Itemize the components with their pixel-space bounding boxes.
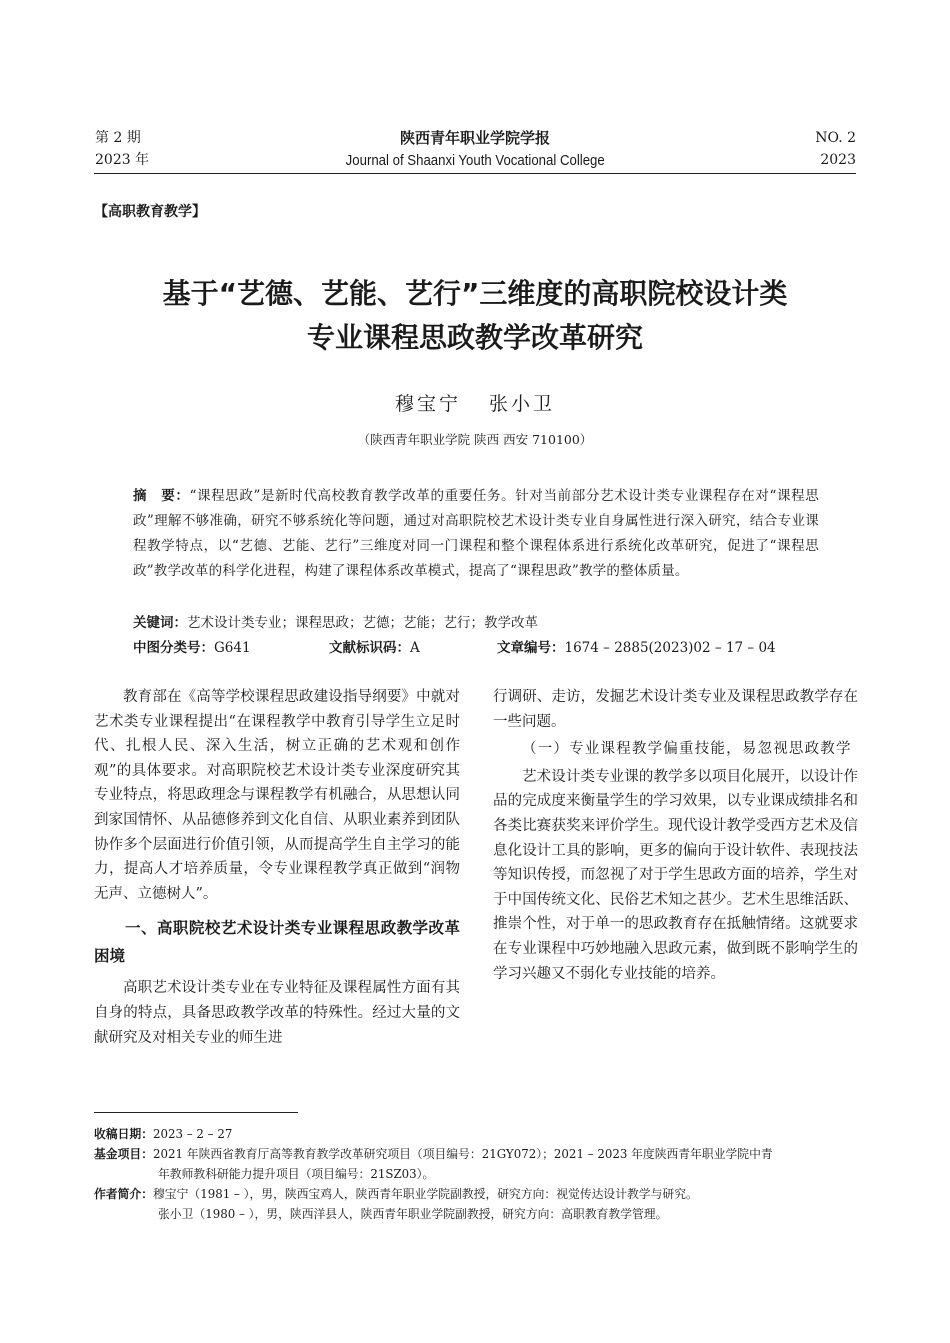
body-column-right — [493, 685, 858, 986]
doc-code-value: A — [410, 640, 420, 656]
section-heading-1: 一、高职院校艺术设计类专业课程思政教学改革困境 — [94, 919, 460, 966]
header-number-block — [815, 127, 856, 171]
fund-text-2: 年教师教科研能力提升项目（项目编号：21SZ03）。 — [158, 1167, 435, 1181]
article-number-label: 文章编号： — [497, 640, 565, 656]
doc-code-label: 文献标识码： — [329, 640, 410, 656]
footnote-fund — [94, 1144, 864, 1184]
author-name: 穆宝宁 — [394, 393, 461, 415]
classification-line — [133, 636, 833, 661]
author-bio-2: 张小卫（1980 – ），男，陕西洋县人，陕西青年职业学院副教授，研究方向：高职教育教学管理。 — [158, 1207, 668, 1221]
header-issue: 第 2 期 — [95, 130, 141, 146]
author-list — [0, 389, 950, 416]
keywords-text: 艺术设计类专业；课程思政；艺德；艺能；艺行；教学改革 — [187, 615, 538, 631]
paragraph: 行调研、走访，发掘艺术设计类专业及课程思政教学存在一些问题。 — [493, 689, 858, 730]
keywords-label: 关键词： — [133, 615, 187, 631]
clc-value: G641 — [214, 640, 251, 656]
body-column-left — [94, 685, 460, 1050]
footnote-author — [94, 1184, 864, 1224]
received-date: 2023 – 2 – 27 — [153, 1127, 233, 1141]
paragraph: 教育部在《高等学校课程思政建设指导纲要》中就对艺术类专业课程提出“在课程教学中教育引导学生立足时代、扎根人民、深入生活，树立正确的艺术观和创作观”的具体要求。对高职院校艺术设计类专业深度研究其专业特点，将思政理念与课程教学有机融合，从思想认同到家国情怀、从品德修养到文化自信、从职业素养到团队协作多个层面进行价值引领，从而提高学生自主学习的能力，提高人才培养质量，令专业课程教学真正做到“润物无声、立德树人”。 — [94, 689, 460, 902]
header-journal-block — [300, 127, 650, 172]
fund-text-1: 2021 年陕西省教育厅高等教育教学改革研究项目（项目编号：21GY072）；2021 – 2023 年度陕西青年职业学院中青 — [153, 1147, 773, 1161]
author-name: 张小卫 — [489, 393, 556, 415]
header-year-right: 2023 — [820, 152, 856, 168]
paragraph: 艺术设计类专业课的教学多以项目化展开，以设计作品的完成度来衡量学生的学习效果，以专业课成绩排名和各类比赛获奖来评价学生。现代设计教学受西方艺术及信息化设计工具的影响，更多的偏向于设计软件、表现技法等知识传授，而忽视了对于学生思政方面的培养，学生对于中国传统文化、民俗艺术知之甚少。艺术生思维活跃、推崇个性，对于单一的思政教育存在抵触情绪。这就要求在专业课程中巧妙地融入思政元素，做到既不影响学生的学习兴趣又不弱化专业技能的培养。 — [493, 768, 858, 982]
article-number-value: 1674 – 2885(2023)02 – 17 – 04 — [564, 640, 776, 656]
clc-label: 中图分类号： — [133, 640, 214, 656]
received-label: 收稿日期： — [94, 1127, 153, 1141]
abstract-label: 摘 要： — [133, 488, 190, 504]
affiliation: （陕西青年职业学院 陕西 西安 710100） — [357, 432, 593, 447]
footnote-received — [94, 1124, 864, 1144]
keywords — [133, 611, 819, 636]
author-bio-label: 作者简介： — [94, 1187, 153, 1201]
section-tag: 【高职教育教学】 — [94, 204, 206, 220]
abstract — [133, 484, 819, 584]
fund-label: 基金项目： — [94, 1147, 153, 1161]
header-divider — [94, 173, 856, 174]
author-bio-1: 穆宝宁（1981 – ），男，陕西宝鸡人，陕西青年职业学院副教授，研究方向：视觉传达设计教学与研究。 — [153, 1187, 698, 1201]
paragraph: 高职艺术设计类专业在专业特征及课程属性方面有其自身的特点，具备思政教学改革的特殊性。经过大量的文献研究及对相关专业的师生进 — [94, 980, 460, 1046]
header-issue-block — [95, 127, 149, 171]
subsection-heading-1: （一）专业课程教学偏重技能，易忽视思政教学 — [522, 741, 852, 758]
footnote-divider — [94, 1112, 298, 1113]
header-year: 2023 年 — [95, 152, 150, 168]
article-title — [60, 272, 890, 360]
header-no: NO. 2 — [815, 130, 856, 146]
title-line-1: 基于“艺德、艺能、艺行”三维度的高职院校设计类 — [162, 277, 788, 310]
title-line-2: 专业课程思政教学改革研究 — [306, 321, 643, 354]
abstract-text: “课程思政”是新时代高校教育教学改革的重要任务。针对当前部分艺术设计类专业课程存在对“课程思政”理解不够准确，研究不够系统化等问题，通过对高职院校艺术设计类专业自身属性进行深入研究，结合专业课程教学特点，以“艺德、艺能、艺行”三维度对同一门课程和整个课程体系进行系统化改革研究，促进了“课程思政”教学改革的科学化进程，构建了课程体系改革模式，提高了“课程思政”教学的整体质量。 — [133, 488, 819, 579]
journal-title-cn: 陕西青年职业学院学报 — [399, 129, 550, 147]
journal-title-en: Journal of Shaanxi Youth Vocational College — [345, 152, 605, 169]
